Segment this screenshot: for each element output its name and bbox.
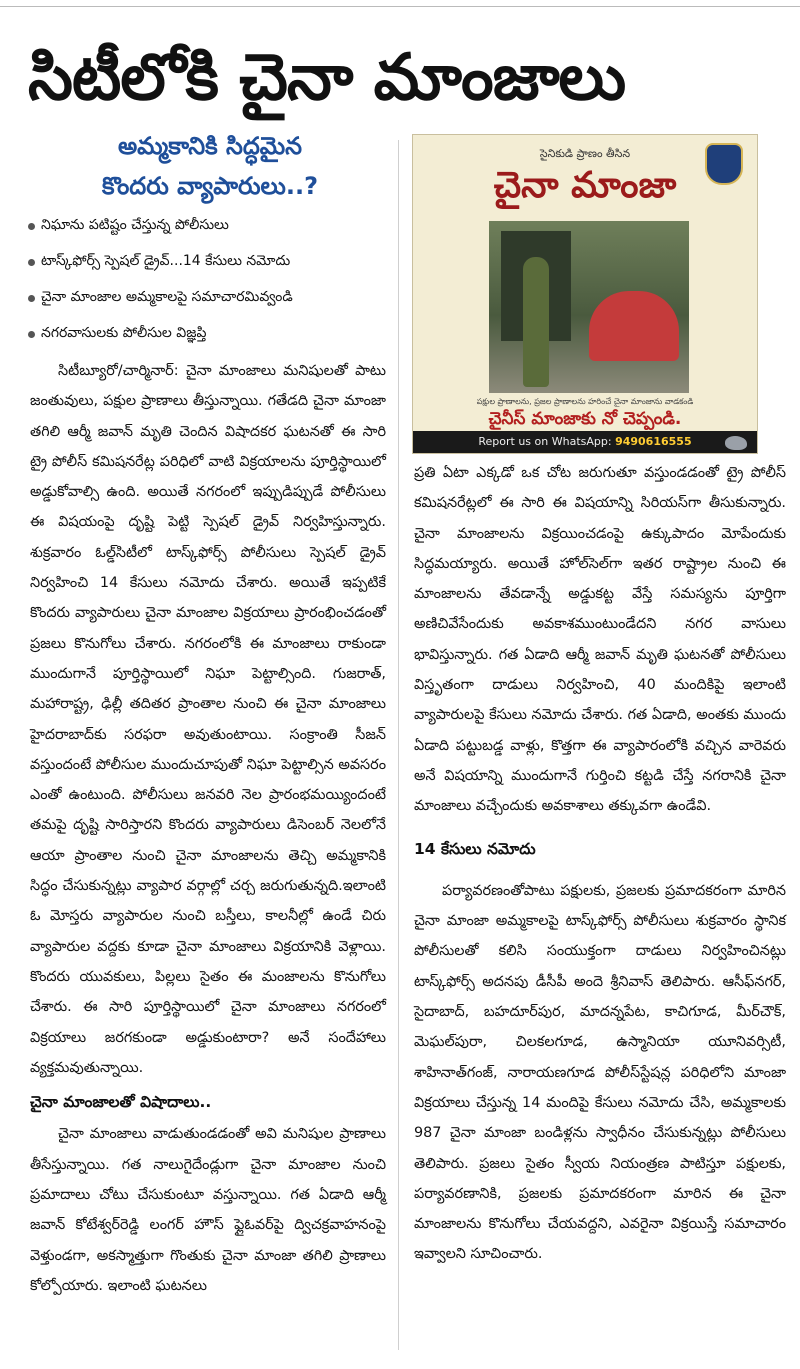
bullet-item <box>28 280 398 316</box>
poster-title: చైనా మాంజా <box>493 165 677 206</box>
poster-footer <box>413 431 757 453</box>
section-subhead: చైనా మాంజాలతో విషాదాలు.. <box>30 1093 212 1112</box>
bullet-text: టాస్క్‌ఫోర్స్ స్పెషల్ డ్రైవ్...14 కేసులు నమోదు <box>41 252 291 269</box>
top-rule <box>0 6 800 7</box>
awareness-poster <box>412 134 758 454</box>
poster-photo <box>489 221 689 393</box>
article-paragraph: ప్రతి ఏటా ఎక్కడో ఒక చోట జరుగుతూ వస్తుండడంతో ట్రై పోలీస్ కమిషనరేట్లలో ఈ సారి ఈ విషయాన్ని సిరియస్‌గా తీసుకున్నారు. చైనా మాంజాలను విక్రయించడంపై ఉక్కుపాదం మోపేందుకు సిద్ధమయ్యారు. అయితే హోల్‌సెల్‌గా ఇతర రాష్ట్రాల నుంచి ఈ మాంజాలను తేవడాన్నే అడ్డుకట్ట వేస్తే సమస్యను పూర్తిగా అణిచివేసేందుకు అవకాశముంటుండేదని నగర వాసులు భావిస్తున్నారు. గత ఏడాది ఆర్మీ జవాన్ మృతి ఘటనతో పోలీసులు విస్తృతంగా దాడులు నిర్వహించి, 40 మందికిపై ఇలాంటి వ్యాపారులపై కేసులు నమోదు చేశారు. గత ఏడాది, అంతకు ముందు ఏడాది పట్టుబడ్డ వాళ్లు, కొత్తగా ఈ వ్యాపారంలోకి వచ్చిన వారెవరు అనే విషయాన్ని ముందుగానే గుర్తించి కట్టడి చేస్తే నగరానికి చైనా మాంజాలు వచ్చేందుకు అవకాశాలు తక్కువగా ఉండేవి. <box>414 465 786 815</box>
bullet-item <box>28 316 398 352</box>
memorial-wreath-image <box>589 291 679 361</box>
bullet-dot-icon <box>28 223 35 230</box>
pigeon-icon <box>725 436 747 450</box>
subdeck-line-2: కొందరు వ్యాపారులు..? <box>101 172 319 200</box>
soldier-image <box>523 257 549 387</box>
section-subhead: 14 కేసులు నమోదు <box>414 839 536 858</box>
bullet-text: చైనా మాంజాల అమ్మకాలపై సమాచారమివ్వండి <box>41 288 293 305</box>
bullet-list <box>28 208 398 352</box>
bullet-text: నగరవాసులకు పోలీసుల విజ్ఞప్తి <box>41 324 207 341</box>
article-paragraph: పర్యావరణంతోపాటు పక్షులకు, ప్రజలకు ప్రమాదకరంగా మారిన చైనా మాంజా అమ్మకాలపై టాస్క్‌ఫోర్స్ పోలీసులు శుక్రవారం స్థానిక పోలీసులతో కలిసి సంయుక్తంగా దాడులు నిర్వహించినట్లు టాస్క్‌ఫోర్స్ అదనపు డీసీపీ అందె శ్రీనివాస్ తెలిపారు. ఆసీఫ్‌నగర్, సైదాబాద్, బహదూర్‌పుర, మాదన్నపేట, కాచిగూడ, మీర్‌చౌక్, మెఘల్‌పురా, చిలకలగూడ, ఉస్మానియా యూనివర్సిటీ, శాహినాత్‌గంజ్, నారాయణగూడ పోలీస్‌స్టేషన్ల పరిధిలోని మాంజా విక్రయాలు చేస్తున్న 14 మందిపై కేసులు నమోదు చేసి, అమ్మకాలకు 987 చైనా మాంజా బండిళ్లను స్వాధీనం చేసుకున్నట్లు పోలీసులు తెలిపారు. ప్రజలు సైతం స్వీయ నియంత్రణ పాటిస్తూ పక్షులకు, పర్యావరణానికి, ప్రజలకు ప్రమాదకరంగా మారిన ఈ చైనా మాంజాలను కొనుగోలు చేయవద్దని, ఎవరైనా విక్రయిస్తే సమాచారం ఇవ్వాలని సూచించారు. <box>414 882 786 1263</box>
bullet-dot-icon <box>28 295 35 302</box>
bullet-text: నిఘాను పటిష్టం చేస్తున్న పోలీసులు <box>41 216 229 233</box>
bullet-dot-icon <box>28 331 35 338</box>
subdeck-line-1: అమ్మకానికి సిద్ధమైన <box>117 132 303 160</box>
column-divider <box>398 140 399 1350</box>
bullet-item <box>28 244 398 280</box>
bullet-dot-icon <box>28 259 35 266</box>
report-number: 9490616555 <box>615 435 692 448</box>
poster-slogan: చైనీస్ మాంజాకు నో చెప్పండి. <box>488 409 682 429</box>
poster-top-line: సైనికుడి ప్రాణం తీసిన <box>539 147 631 160</box>
article-column-right <box>414 458 786 1270</box>
headline: సిటీలోకి చైనా మాంజాలు <box>28 41 626 115</box>
article-column-left <box>30 356 386 1301</box>
bullet-item <box>28 208 398 244</box>
article-paragraph: చైనా మాంజాలు వాడుతుండడంతో అవి మనిషుల ప్రాణాలు తీసేస్తున్నాయి. గత నాలుగైదేండ్లుగా చైనా మాంజాల నుంచి ప్రమాదాలు చోటు చేసుకుంటూ వస్తున్నాయి. గత ఏడాది ఆర్మీ జవాన్ కోటేశ్వర్‌రెడ్డి లంగర్ హౌస్ ఫ్లైఓవర్‌పై ద్విచక్రవాహనంపై వెళ్తుండగా, అకస్మాత్తుగా గొంతుకు చైనా మాంజా తగిలి ప్రాణాలు కోల్పోయారు. ఇలాంటి ఘటనలు <box>30 1126 386 1294</box>
report-label: Report us on WhatsApp: <box>478 435 612 448</box>
poster-small-print: పక్షుల ప్రాణాలను, ప్రజల ప్రాణాలను హరించే చైనా మాంజాను వాడకండి <box>476 397 694 406</box>
article-paragraph: సిటీబ్యూరో/చార్మినార్: చైనా మాంజాలు మనిషులతో పాటు జంతువులు, పక్షుల ప్రాణాలు తీస్తున్నాయి. గతేడది చైనా మాంజా తగిలి ఆర్మీ జవాన్ మృతి చెందిన విషాదకర ఘటనతో ఈ సారి ట్రై పోలీస్ కమిషనరేట్ల పరిధిలో వాటి విక్రయాలను పూర్తిస్థాయిలో అడ్డుకోవాల్సి ఉంది. అయితే నగరంలో ఇప్పుడిప్పుడే పోలీసులు ఈ విషయంపై దృష్టి పెట్టి స్పెషల్ డ్రైవ్ నిర్వహిస్తున్నారు. శుక్రవారం ఓల్డ్‌సిటీలో టాస్క్‌ఫోర్స్ పోలీసులు స్పెషల్ డ్రైవ్ నిర్వహించి 14 కేసులు నమోదు చేశారు. అయితే ఇప్పటికే కొందరు వ్యాపారులు చైనా మాంజాల విక్రయాలు ప్రారంభించడంతో ప్రజలు కొనుగోలు చేశారు. నగరంలోకి ఈ మాంజాలు రాకుండా ముందుగానే పూర్తిస్థాయిలో నిఘా పెట్టాల్సింది. గుజరాత్, మహారాష్ట్ర, ఢిల్లీ తదితర ప్రాంతాల నుంచి ఈ చైనా మాంజాలు హైదరాబాద్‌కు సరఫరా అవుతుంటాయి. సంక్రాంతి సీజన్ వస్తుందంటే పోలీసుల ముందుచూపుతో నిఘా పెట్టాల్సిన అవసరం ఎంతో ఉంటుంది. పోలీసులు జనవరి నెల ప్రారంభమయ్యిందంటే తమపై దృష్టి సారిస్తారని కొందరు వ్యాపారులు డిసెంబర్ నెలలోనే ఆయా ప్రాంతాల నుంచి చైనా మాంజాలను తెచ్చి అమ్మకానికి సిద్ధం చేసుకున్నట్లు వ్యాపార వర్గాల్లో చర్చ జరుగుతున్నది.ఇలాంటి ఓ మోస్తరు వ్యాపారుల నుంచి బస్తీలు, కాలనీల్లో ఉండే చిరు వ్యాపారుల వద్దకు కూడా చైనా మాంజాలు విక్రయానికి వెళ్లాయి. కొందరు యువకులు, పిల్లలు సైతం ఈ మంజాలను కొనుగోలు చేశారు. ఈ సారి పూర్తిస్థాయిలో చైనా మాంజాలు నగరంలో విక్రయాలు జరగకుండా అడ్డుకుంటారా? అనే సందేహాలు వ్యక్తమవుతున్నాయి. <box>30 363 386 1076</box>
